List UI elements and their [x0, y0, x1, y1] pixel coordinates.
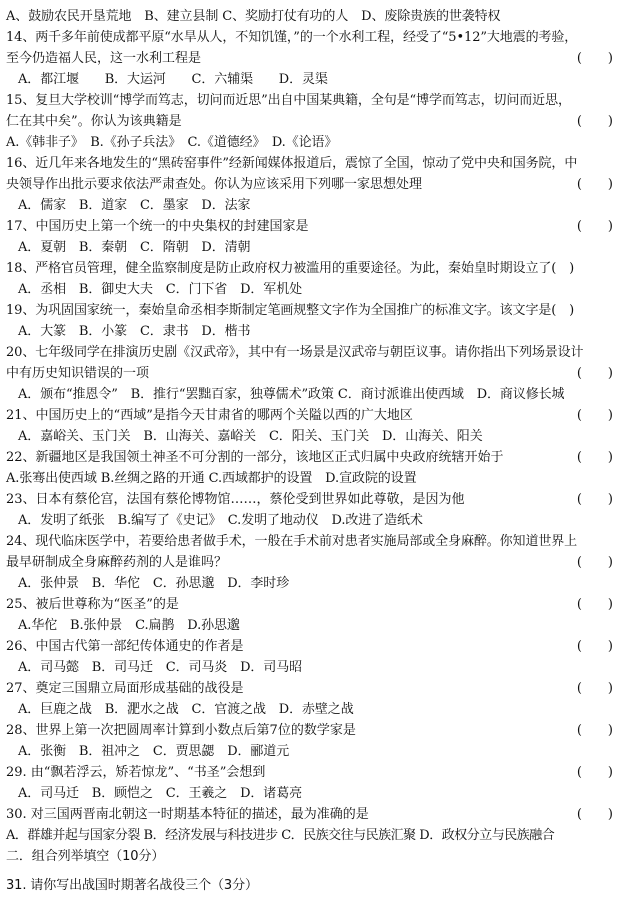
q21-options: A．嘉峪关、玉门关 B．山海关、嘉峪关 C．阳关、玉门关 D．山海关、阳关 [18, 429, 483, 444]
q14-options: A．都江堰 B．大运河 C．六辅渠 D．灵渠 [18, 72, 328, 87]
q22-answer-blank: ( ) [576, 450, 613, 465]
q27-stem [6, 678, 627, 699]
q16-answer-blank: ( ) [576, 177, 613, 192]
q26-stem-text: 26、中国古代第一部纪传体通史的作者是 [6, 639, 244, 654]
q26-stem [6, 636, 627, 657]
q26-answer-blank: ( ) [576, 639, 613, 654]
q20-stem-text: 中有历史知识错误的一项 [6, 366, 150, 381]
q20-options: A．颁布“推恩令” B．推行“罢黜百家，独尊儒术”政策 C．商讨派谁出使西域 D．商议修长城 [18, 387, 565, 402]
q27-answer-blank: ( ) [576, 681, 613, 696]
q24-stem-text: 最早研制成全身麻醉药剂的人是谁吗？ [6, 555, 228, 570]
q16-options: A．儒家 B．道家 C．墨家 D．法家 [18, 198, 251, 213]
q14-stem-cont [6, 48, 627, 69]
q30-stem [6, 804, 627, 825]
q17-stem [6, 216, 627, 237]
q29-stem-text: 29. 由“飘若浮云，矫若惊龙”、“书圣”会想到 [6, 765, 266, 780]
q23-options: A．发明了纸张 B.编写了《史记》 C.发明了地动仪 D.改进了造纸术 [18, 513, 423, 528]
q13-options: A、鼓励农民开垦荒地 B、建立县制 C、奖励打仗有功的人 D、废除贵族的世袭特权 [6, 9, 501, 24]
q25-stem [6, 594, 627, 615]
q14-stem-text: 至今仍造福人民，这一水利工程是 [6, 51, 202, 66]
q18-options: A．丞相 B．御史大夫 C．门下省 D．军机处 [18, 282, 303, 297]
q17-answer-blank: ( ) [576, 219, 613, 234]
q31-stem: 31. 请你写出战国时期著名战役三个（3分） [6, 878, 258, 893]
q15-options: A.《韩非子》 B.《孙子兵法》 C.《道德经》 D.《论语》 [6, 135, 338, 150]
q14-stem: 14、两千多年前使成都平原“水旱从人，不知饥馑，”的一个水利工程，经受了“5•12”大地震的考验， [6, 30, 578, 45]
q26-options: A．司马懿 B．司马迁 C．司马炎 D．司马昭 [18, 660, 303, 675]
q21-stem [6, 405, 627, 426]
q30-options: A．群雄并起与国家分裂 B．经济发展与科技进步 C．民族交往与民族汇聚 D．政权分立与民族融合 [6, 828, 555, 843]
q29-options: A．司马迁 B．顾恺之 C．王羲之 D．诸葛亮 [18, 786, 303, 801]
q20-stem: 20、七年级同学在排演历史剧《汉武帝》，其中有一场景是汉武帝与朝臣议事。请你指出下列场景设计 [6, 345, 584, 360]
q14-answer-blank: ( ) [576, 51, 613, 66]
q28-answer-blank: ( ) [576, 723, 613, 738]
q24-stem: 24、现代临床医学中，若要给患者做手术，一般在手术前对患者实施局部或全身麻醉。你知道世界上 [6, 534, 578, 549]
q16-stem-text: 央领导作出批示要求依法严肃查处。你认为应该采用下列哪一家思想处理 [6, 177, 423, 192]
q22-stem [6, 447, 627, 468]
q20-stem-cont [6, 363, 627, 384]
q30-stem-text: 30. 对三国两晋南北朝这一时期基本特征的描述，最为准确的是 [6, 807, 369, 822]
section-two-heading: 二．组合列举填空（10分） [6, 849, 165, 864]
q24-options: A．张仲景 B．华佗 C．孙思邈 D．李时珍 [18, 576, 290, 591]
q15-answer-blank: ( ) [576, 114, 613, 129]
q25-answer-blank: ( ) [576, 597, 613, 612]
q28-stem [6, 720, 627, 741]
q28-options: A．张衡 B．祖冲之 C．贾思勰 D．郦道元 [18, 744, 290, 759]
q27-options: A．巨鹿之战 B．淝水之战 C．官渡之战 D．赤壁之战 [18, 702, 354, 717]
q25-options: A.华佗 B.张仲景 C.扁鹊 D.孙思邈 [18, 618, 240, 633]
q27-stem-text: 27、奠定三国鼎立局面形成基础的战役是 [6, 681, 244, 696]
q29-stem [6, 762, 627, 783]
q23-stem-text: 23、日本有蔡伦宫，法国有蔡伦博物馆……，蔡伦受到世界如此尊敬，是因为他 [6, 492, 465, 507]
q29-answer-blank: ( ) [576, 765, 613, 780]
q24-answer-blank: ( ) [576, 555, 613, 570]
q15-stem-text: 仁在其中矣”。你认为该典籍是 [6, 114, 182, 129]
q25-stem-text: 25、被后世尊称为“医圣”的是 [6, 597, 179, 612]
q15-stem-cont [6, 111, 627, 132]
q17-stem-text: 17、中国历史上第一个统一的中央集权的封建国家是 [6, 219, 309, 234]
q20-answer-blank: ( ) [576, 366, 613, 381]
q21-stem-text: 21、中国历史上的“西域”是指今天甘肃省的哪两个关隘以西的广大地区 [6, 408, 413, 423]
q23-stem [6, 489, 627, 510]
q16-stem-cont [6, 174, 627, 195]
q22-stem-text: 22、新疆地区是我国领土神圣不可分割的一部分，该地区正式归属中央政府统辖开始于 [6, 450, 504, 465]
q24-stem-cont [6, 552, 627, 573]
q28-stem-text: 28、世界上第一次把圆周率计算到小数点后第7位的数学家是 [6, 723, 356, 738]
q22-options: A.张骞出使西域 B.丝绸之路的开通 C.西域都护的设置 D.宣政院的设置 [6, 471, 417, 486]
q23-answer-blank: ( ) [576, 492, 613, 507]
q16-stem: 16、近几年来各地发生的“黑砖窑事件”经新闻媒体报道后，震惊了全国，惊动了党中央和国务院，中 [6, 156, 578, 171]
q19-options: A．大篆 B．小篆 C．隶书 D．楷书 [18, 324, 251, 339]
q21-answer-blank: ( ) [576, 408, 613, 423]
q30-answer-blank: ( ) [576, 807, 613, 822]
q17-options: A．夏朝 B．秦朝 C．隋朝 D．清朝 [18, 240, 251, 255]
q15-stem: 15、复旦大学校训“博学而笃志，切问而近思”出自中国某典籍，全句是“博学而笃志，切问而近思， [6, 93, 571, 108]
q19-stem: 19、为巩固国家统一，秦始皇命丞相李斯制定笔画规整文字作为全国推广的标准文字。该文字是( ) [6, 303, 575, 318]
q18-stem: 18、严格官员管理，健全监察制度是防止政府权力被滥用的重要途径。为此，秦始皇时期设立了( ) [6, 261, 575, 276]
